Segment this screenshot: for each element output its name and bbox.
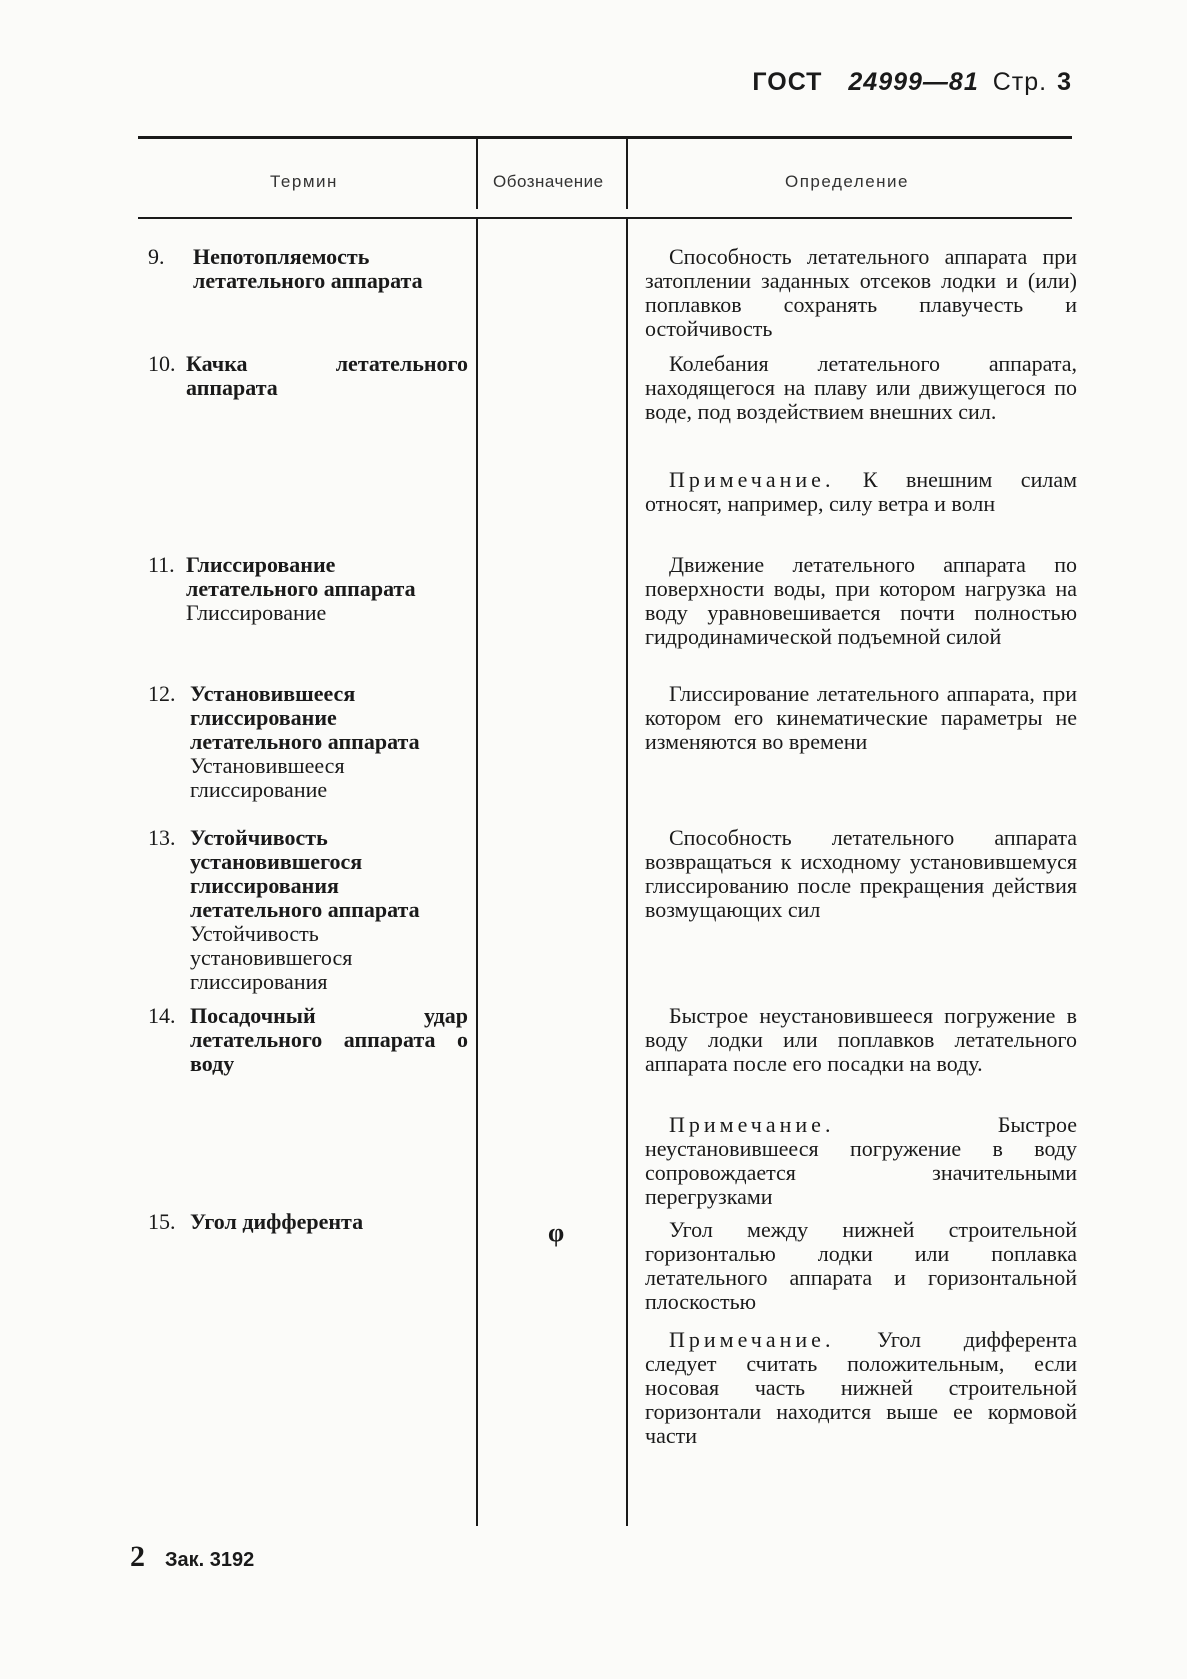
- note-10: [645, 468, 1077, 516]
- definition-9: Способность летательного аппарата при затоплении заданных отсеков лодки и (или) поплавков сохранять плавучесть и остойчивость: [645, 244, 1077, 341]
- column-header-term: Термин: [270, 172, 338, 191]
- standard-number: 24999—81: [848, 68, 979, 96]
- term-text: Непотопляемость летательного аппарата: [193, 244, 423, 293]
- term-text: Устойчивость установившегося глиссирования летательного аппарата: [190, 825, 420, 922]
- entry-number: 15.: [148, 1209, 176, 1234]
- note-15: [645, 1328, 1077, 1448]
- column-divider: [476, 139, 478, 209]
- column-divider: [476, 219, 478, 1526]
- term-text: Посадочный удар летательного аппарата о воду: [190, 1003, 468, 1076]
- term-entry-15: [138, 1210, 468, 1234]
- page-label: Стр.: [992, 68, 1048, 96]
- column-divider: [626, 219, 628, 1526]
- entry-number: 9.: [148, 244, 165, 269]
- term-entry-12: [138, 682, 468, 802]
- note-text: К внешним силам относят, например, силу ветра и волн: [645, 467, 1078, 516]
- term-entry-13: [138, 826, 468, 994]
- term-entry-9: [138, 245, 468, 293]
- note-text: Угол дифферента следует считать положительным, если носовая часть нижней строительной горизонтали находится выше ее кормовой части: [645, 1327, 1077, 1448]
- note-label: Примечание.: [669, 467, 835, 492]
- entry-number: 12.: [148, 681, 176, 706]
- definition-12: Глиссирование летательного аппарата, при котором его кинематические параметры не изменяются во времени: [645, 681, 1077, 754]
- page-header: [752, 68, 1072, 97]
- term-text: Глиссирование летательного аппарата: [186, 552, 416, 601]
- entry-number: 11.: [148, 552, 175, 577]
- entry-number: 13.: [148, 825, 176, 850]
- note-14: [645, 1113, 1077, 1209]
- term-synonym: Глиссирование: [186, 600, 327, 625]
- table-top-rule: [138, 136, 1072, 139]
- term-entry-11: [138, 553, 468, 625]
- note-label: Примечание.: [669, 1112, 835, 1137]
- term-text: Установившееся глиссирование летательного аппарата: [190, 681, 420, 754]
- entry-number: 14.: [148, 1003, 176, 1028]
- order-number: Зак. 3192: [165, 1549, 255, 1571]
- definition-11: Движение летательного аппарата по поверхности воды, при котором нагрузка на воду уравновешивается почти полностью гидродинамической подъемной силой: [645, 552, 1077, 649]
- term-text: Угол дифферента: [190, 1209, 364, 1234]
- page-footer: [130, 1540, 254, 1574]
- definition-14: Быстрое неустановившееся погружение в воду лодки или поплавков летательного аппарата после его посадки на воду.: [645, 1003, 1077, 1076]
- term-synonym: Установившееся глиссирование: [190, 753, 345, 802]
- term-entry-10: [138, 352, 468, 400]
- definition-10: Колебания летательного аппарата, находящегося на плаву или движущегося по воде, под воздействием внешних сил.: [645, 351, 1077, 424]
- column-header-symbol: Обозначение: [493, 172, 604, 191]
- entry-number: 10.: [148, 351, 176, 376]
- definition-15: Угол между нижней строительной горизонталью лодки или поплавка летательного аппарата и горизонтальной плоскостью: [645, 1217, 1077, 1314]
- note-label: Примечание.: [669, 1327, 835, 1352]
- term-text: Качка летательного аппарата: [186, 351, 468, 400]
- definition-13: Способность летательного аппарата возвращаться к исходному установившемуся глиссированию после прекращения действия возмущающих сил: [645, 825, 1077, 922]
- note-text: Быстрое неустановившееся погружение в воду сопровождается значительными перегрузками: [645, 1112, 1077, 1209]
- column-header-definition: Определение: [785, 172, 909, 191]
- column-divider: [626, 139, 628, 209]
- footer-page-number: 2: [130, 1540, 145, 1573]
- table-header-rule: [138, 217, 1072, 219]
- page-number: 3: [1057, 68, 1072, 96]
- term-entry-14: [138, 1004, 468, 1076]
- term-symbol: φ: [548, 1218, 565, 1247]
- term-synonym: Устойчивость установившегося глиссирования: [190, 921, 353, 994]
- standard-label: ГОСТ: [752, 68, 823, 96]
